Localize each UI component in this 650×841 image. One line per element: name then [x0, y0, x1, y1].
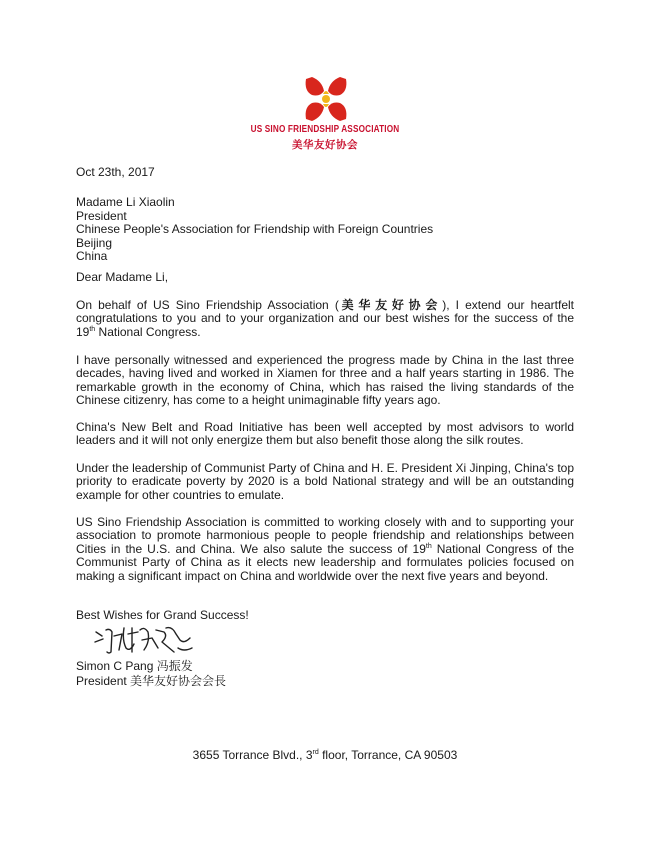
signer-title: President [76, 674, 131, 688]
handwritten-signature [92, 622, 196, 658]
footer-address-b: floor, Torrance, CA 90503 [318, 748, 458, 762]
paragraph-1 [76, 299, 574, 339]
recipient-title: President [76, 208, 127, 223]
paragraph-1-text-b: ), I extend our heartfelt congratulations to you and to your organization and our best wishes for the success of the 19 [76, 298, 574, 339]
paragraph-1-text-c: National Congress. [95, 324, 201, 339]
paragraph-3: China's New Belt and Road Initiative has been well accepted by most advisors to world leaders and it will not only energize them but also benefit those along the silk routes. [76, 420, 574, 448]
association-logo-icon [298, 73, 354, 125]
recipient-country: China [76, 249, 108, 263]
paragraph-5-text-a: US Sino Friendship Association is committed to working closely with and to supporting your association to promote harmonious people to people friendship and relationships between Cities in the U.S. and China. We also salute the success of 19 [76, 515, 574, 556]
paragraph-5-sup: th [425, 542, 432, 550]
signer-name-zh: 冯振发 [156, 659, 193, 673]
paragraph-1-text-a: On behalf of US Sino Friendship Association ( [76, 298, 339, 312]
signer-title-line [76, 675, 226, 689]
signer-name: Simon C Pang [76, 659, 157, 673]
org-name-zh: 美华友好协会 [292, 139, 358, 151]
footer-address [0, 748, 650, 762]
paragraph-2: I have personally witnessed and experienced the progress made by China in the last three decades, having lived and worked in Xiamen for three and a half years starting in 1986. The remarkable growth in the economy of China, which has raised the living standards of the Chinese citizenry, has come to a height unimaginable fifty years ago. [76, 353, 574, 408]
paragraph-1-zh-name: 美华友好协会 [338, 298, 443, 312]
paragraph-4: Under the leadership of Communist Party of China and H. E. President Xi Jinping, China's top priority to eradicate poverty by 2020 is a bold National strategy and will be an outstanding example for other countries to emulate. [76, 461, 574, 502]
footer-address-a: 3655 Torrance Blvd., 3 [192, 748, 313, 762]
salutation: Dear Madame Li, [76, 270, 169, 284]
signer-name-line [76, 660, 193, 674]
recipient-organization: Chinese People's Association for Friendship with Foreign Countries [76, 222, 434, 236]
signer-title-zh: 美华友好协会会長 [130, 674, 227, 688]
recipient-name: Madame Li Xiaolin [76, 195, 175, 209]
paragraph-1-sup: th [89, 325, 96, 333]
recipient-city: Beijing [76, 235, 113, 250]
org-name-en: US SINO FRIENDSHIP ASSOCIATION [250, 124, 400, 135]
recipient-address [76, 196, 433, 264]
letter-date: Oct 23th, 2017 [76, 165, 155, 179]
paragraph-5-text-b: National Congress of the Communist Party of China as it elects new leadership and formulates policies focused on making a significant impact on China and worldwide over the next five years and beyond. [76, 541, 574, 583]
footer-address-sup: rd [312, 749, 319, 756]
paragraph-5 [76, 516, 574, 583]
closing: Best Wishes for Grand Success! [76, 608, 249, 622]
